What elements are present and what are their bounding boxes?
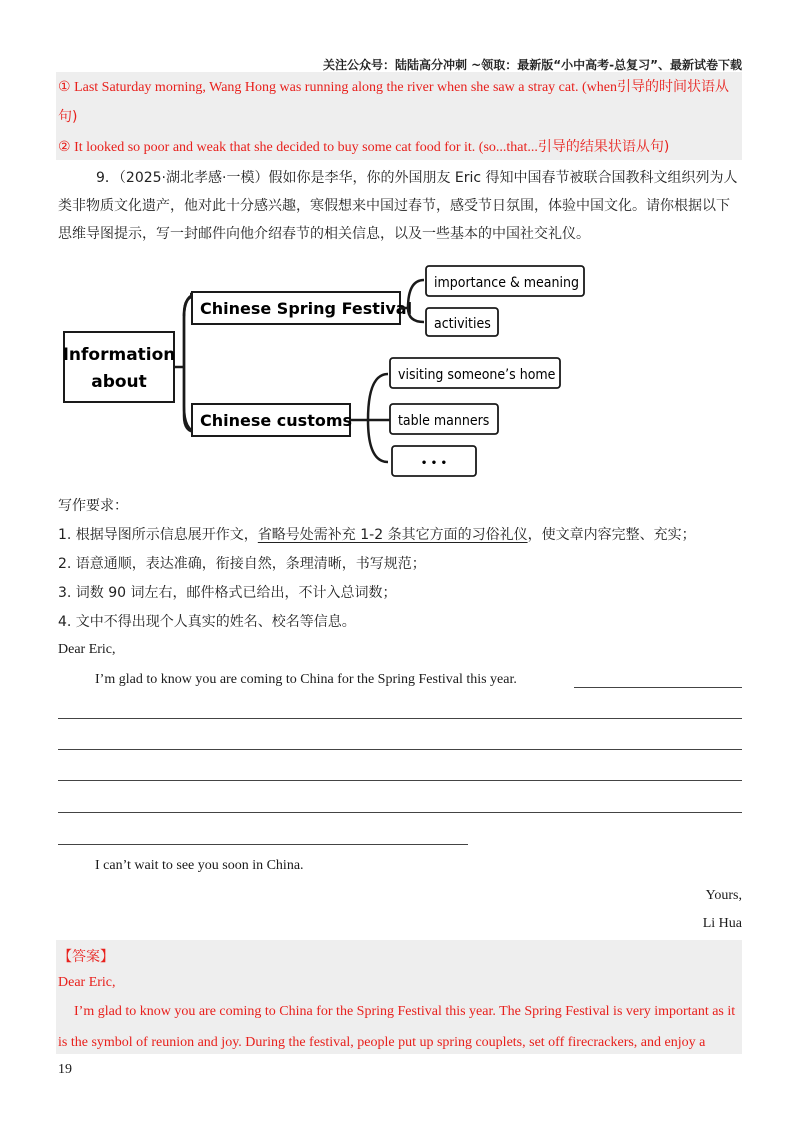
sentence-note: 引导的结果状语从句) [537, 139, 670, 155]
answer-greeting: Dear Eric, [58, 975, 116, 990]
letter-greeting: Dear Eric, [58, 642, 116, 657]
sentence-note: 引导的时间状语从 [617, 79, 729, 95]
answer-line-2: is the symbol of reunion and joy. During the festival, people put up spring couplets, set off firecrackers, and enjoy a [58, 1035, 706, 1050]
header-note: 关注公众号：陆陆高分冲刺 ~领取：最新版“小中高考-总复习”、最新试卷下载 [323, 58, 742, 72]
sentence-number: ① [58, 80, 71, 95]
question-line-2: 类非物质文化遗产，他对此十分感兴趣，寒假想来中国过春节，感受节日氛围，体验中国文化。请你根据以下 [58, 198, 730, 214]
mind-map [56, 256, 596, 482]
requirement-underlined: 省略号处需补充 1-2 条其它方面的习俗礼仪 [257, 527, 528, 543]
letter-name: Li Hua [702, 916, 742, 931]
requirement-item: 1. 根据导图所示信息展开作文，省略号处需补充 1-2 条其它方面的习俗礼仪，使文章内容完整、充实； [58, 527, 696, 543]
mindmap-connector [350, 374, 390, 462]
sentence-text: It looked so poor and weak that she decided to buy some cat food for it. (so...that... [74, 140, 538, 155]
letter-opening: I’m glad to know you are coming to China for the Spring Festival this year. [95, 672, 517, 687]
example-sentence-1-cont: 句) [58, 109, 78, 125]
mindmap-leaf-visiting: visiting someone’s home [398, 367, 556, 383]
mindmap-leaf-table-manners: table manners [398, 413, 490, 429]
requirements [58, 492, 748, 637]
requirement-item: 4. 文中不得出现个人真实的姓名、校名等信息。 [58, 614, 356, 630]
question-prompt [58, 164, 748, 248]
example-sentence-1 [58, 72, 742, 103]
sentence-number: ② [58, 140, 71, 155]
question-source: （2025·湖北孝感·一模） [118, 170, 269, 186]
question-number: 9． [96, 170, 119, 186]
writing-line[interactable] [58, 844, 468, 845]
mindmap-leaf-importance: importance & meaning [434, 275, 579, 291]
writing-line[interactable] [58, 780, 742, 781]
requirement-item: 3. 词数 90 词左右，邮件格式已给出，不计入总词数； [58, 585, 397, 601]
writing-line[interactable] [58, 812, 742, 813]
requirement-item: 2. 语意通顺，表达准确，衔接自然，条理清晰，书写规范； [58, 556, 426, 572]
letter-closing: I can’t wait to see you soon in China. [95, 858, 304, 873]
requirements-title: 写作要求： [58, 498, 128, 514]
mindmap-branch-1: Chinese Spring Festival [200, 299, 413, 318]
letter-signoff: Yours, [705, 888, 742, 903]
page-number: 19 [58, 1062, 72, 1077]
question-line-1: 假如你是李华，你的外国朋友 Eric 得知中国春节被联合国教科文组织列为人 [268, 170, 738, 186]
writing-line[interactable] [58, 718, 742, 719]
sentence-text: Last Saturday morning, Wang Hong was running along the river when she saw a stray cat. (when [74, 80, 617, 95]
question-line-3: 思维导图提示，写一封邮件向他介绍春节的相关信息，以及一些基本的中国社交礼仪。 [58, 226, 590, 242]
mindmap-leaf-activities: activities [434, 316, 491, 332]
answer-label: 【答案】 [58, 949, 114, 965]
example-sentence-2 [58, 132, 742, 163]
mindmap-root-line-1: Information [62, 345, 176, 365]
mindmap-leaf-ellipsis: • • • [420, 458, 448, 469]
writing-line[interactable] [574, 687, 742, 688]
writing-line[interactable] [58, 749, 742, 750]
mindmap-branch-2: Chinese customs [200, 411, 353, 430]
answer-line-1: I’m glad to know you are coming to China for the Spring Festival this year. The Spring Festival is very important as it [74, 1004, 736, 1019]
mindmap-root-line-2: about [91, 372, 147, 392]
